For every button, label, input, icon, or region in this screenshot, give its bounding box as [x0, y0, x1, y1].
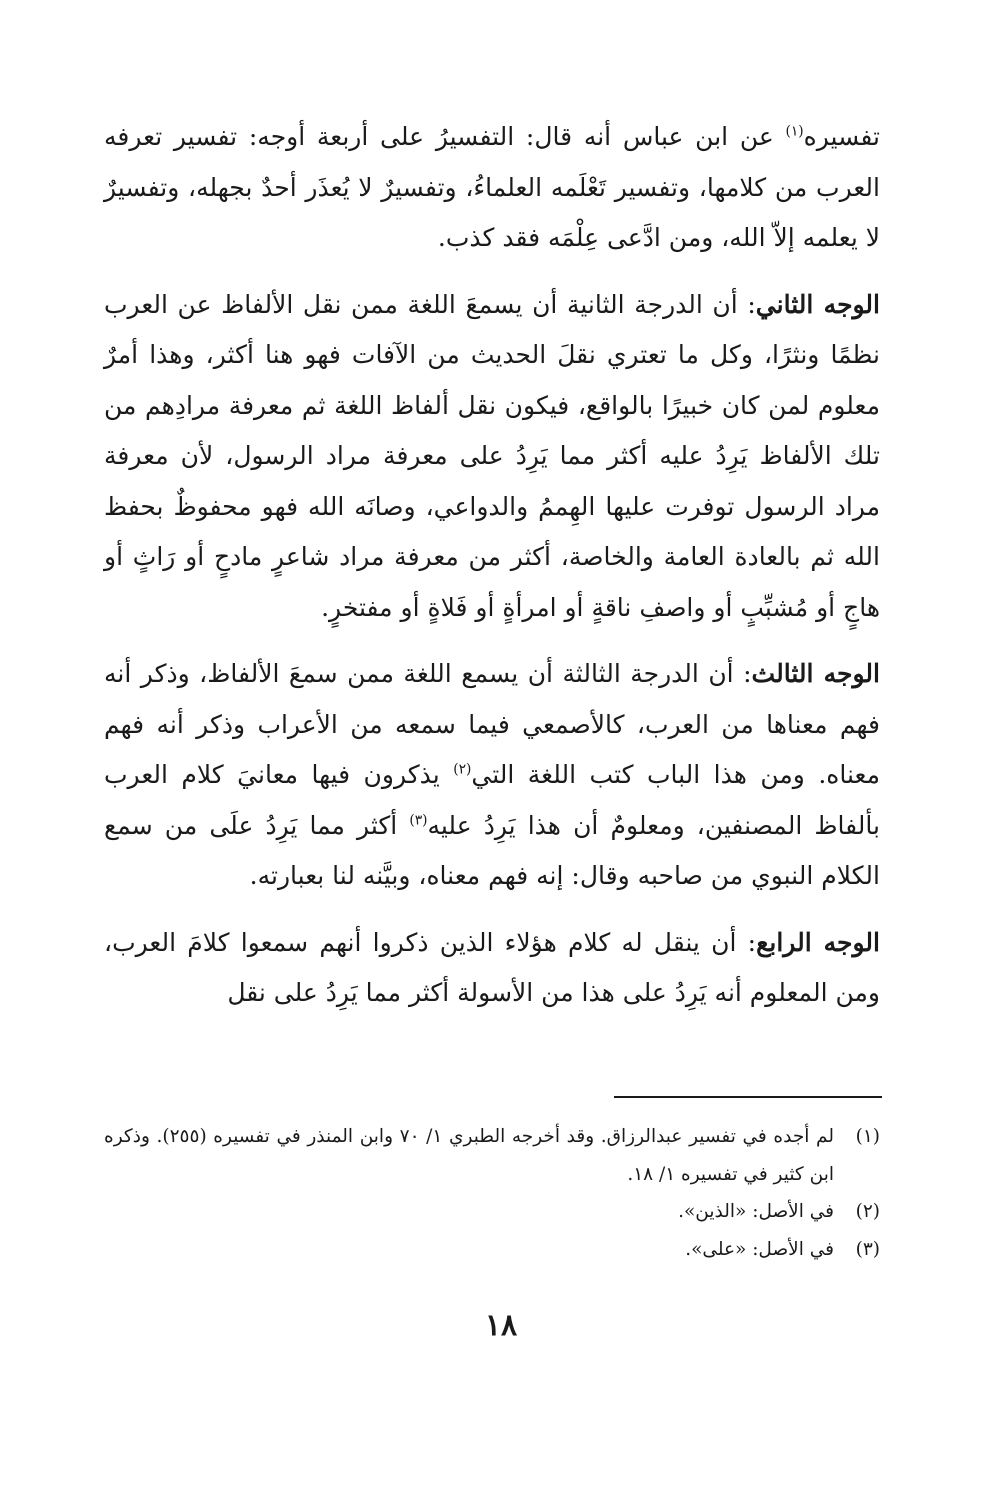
paragraph-text: يذكرون فيها معانيَ كلام العرب بألفاظ المصنفين، ومعلومٌ أن هذا يَرِدُ عليه	[104, 760, 880, 840]
footnote-text: في الأصل: «على».	[685, 1238, 834, 1260]
footnote-1	[104, 1118, 880, 1193]
paragraph-2	[104, 280, 880, 634]
footnote-ref-3: (٣)	[409, 812, 428, 829]
paragraph-text: تفسيره	[803, 122, 880, 151]
page-number: ١٨	[484, 1308, 518, 1343]
paragraph-4	[104, 918, 880, 1019]
main-text	[104, 112, 880, 1035]
footnote-separator	[614, 1096, 882, 1098]
footnote-ref-1: (١)	[785, 123, 804, 140]
section-lead: الوجه الرابع	[756, 927, 880, 957]
footnote-3	[104, 1231, 880, 1269]
section-lead: الوجه الثاني	[755, 289, 880, 319]
paragraph-text: : أن ينقل له كلام هؤلاء الذين ذكروا أنهم سمعوا كلامَ العرب، ومن المعلوم أنه يَرِدُ على هذا من الأسولة أكثر مما يَرِدُ على نقل	[104, 927, 880, 1007]
footnote-ref-2: (٢)	[453, 761, 472, 778]
footnote-text: لم أجده في تفسير عبدالرزاق. وقد أخرجه الطبري ١/ ٧٠ وابن المنذر في تفسيره (٢٥٥). وذكره ابن كثير في تفسيره ١/ ١٨.	[104, 1126, 834, 1185]
footnote-number: (٣)	[855, 1238, 880, 1260]
footnote-number: (١)	[855, 1126, 880, 1147]
paragraph-1	[104, 112, 880, 264]
footnotes	[104, 1118, 880, 1268]
paragraph-text: عن ابن عباس أنه قال: التفسيرُ على أربعة أوجه: تفسير تعرفه العرب من كلامها، وتفسير تَعْلَمه العلماءُ، وتفسيرٌ لا يُعذَر أحدٌ بجهله، وتفسيرٌ لا يعلمه إلاّ الله، ومن ادَّعى عِلْمَه فقد كذب.	[104, 122, 880, 252]
paragraph-text: : أن الدرجة الثالثة أن يسمع اللغة ممن سمعَ الألفاظ، وذكر أنه فهم معناها من العرب، كالأصمعي فيما سمعه من الأعراب وذكر أنه فهم معناه. ومن هذا الباب كتب اللغة التي	[104, 659, 880, 789]
section-lead: الوجه الثالث	[751, 659, 880, 688]
paragraph-text: أكثر مما يَرِدُ علَى من سمع الكلام النبوي من صاحبه وقال: إنه فهم معناه، وبيَّنه لنا بعبارته.	[104, 810, 880, 890]
footnote-text: في الأصل: «الذين».	[678, 1201, 834, 1222]
footnote-2	[104, 1193, 880, 1231]
paragraph-text: : أن الدرجة الثانية أن يسمعَ اللغة ممن نقل الألفاظ عن العرب نظمًا ونثرًا، وكل ما تعتري نقلَ الحديث من الآفات فهو هنا أكثر، وهذا أمرٌ معلوم لمن كان خبيرًا بالواقع، فيكون نقل ألفاظ اللغة ثم معرفة مرادِهم من تلك الألفاظ يَرِدُ عليه أكثر مما يَرِدُ على معرفة مراد الرسول، لأن معرفة مراد الرسول توفرت عليها الهِممُ والدواعي، وصانَه الله فهو محفوظٌ بحفظ الله ثم بالعادة العامة والخاصة، أكثر من معرفة مراد شاعرٍ مادحٍ أو رَاثٍ أو هاجٍ أو مُشبِّبٍ أو واصفِ ناقةٍ أو امرأةٍ أو فَلاةٍ أو مفتخرٍ.	[104, 289, 880, 622]
footnote-number: (٢)	[855, 1201, 880, 1222]
paragraph-3	[104, 649, 880, 902]
